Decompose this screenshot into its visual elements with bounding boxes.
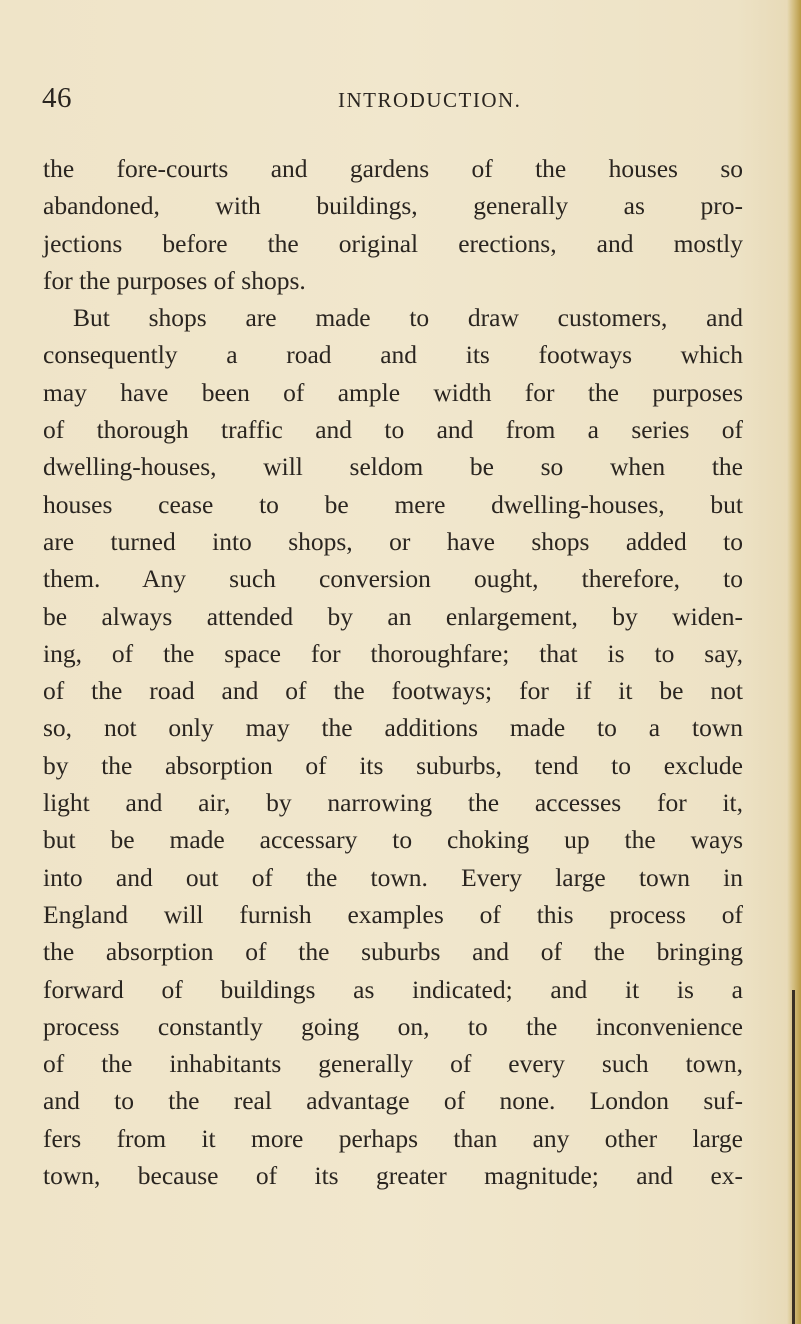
body-text	[43, 150, 743, 1194]
text-line: the fore-courts and gardens of the houses so	[43, 154, 743, 183]
text-line: by the absorption of its suburbs, tend to exclude	[43, 750, 743, 780]
text-line: may have been of ample width for the purposes	[43, 377, 743, 407]
text-line: so, not only may the additions made to a town	[43, 713, 743, 743]
text-line: forward of buildings as indicated; and it is a	[43, 974, 743, 1004]
text-line: are turned into shops, or have shops added to	[43, 526, 743, 556]
text-line: But shops are made to draw customers, and	[73, 303, 743, 333]
text-line: ing, of the space for thoroughfare; that is to say,	[43, 638, 743, 668]
text-line: of the inhabitants generally of every such town,	[43, 1049, 743, 1079]
running-head	[0, 82, 801, 122]
text-line: the absorption of the suburbs and of the bringing	[43, 937, 743, 967]
text-line: but be made accessary to choking up the ways	[43, 825, 743, 855]
text-line: houses cease to be mere dwelling-houses, but	[43, 489, 743, 519]
text-line: jections before the original erections, and mostly	[43, 228, 743, 258]
text-line: consequently a road and its footways which	[43, 340, 743, 370]
page-edge-line	[792, 990, 795, 1324]
text-line: into and out of the town. Every large town in	[43, 862, 743, 892]
text-line: fers from it more perhaps than any other large	[43, 1123, 743, 1153]
text-line: them. Any such conversion ought, therefore, to	[43, 564, 743, 594]
text-line: light and air, by narrowing the accesses for it,	[43, 788, 743, 818]
page-number: 46	[42, 82, 72, 114]
text-line: town, because of its greater magnitude; and ex-	[43, 1161, 743, 1191]
text-line: of thorough traffic and to and from a series of	[43, 415, 743, 445]
text-line: of the road and of the footways; for if it be not	[43, 676, 743, 706]
text-line: dwelling-houses, will seldom be so when the	[43, 452, 743, 482]
text-line: and to the real advantage of none. London suf-	[43, 1086, 743, 1116]
text-line: England will furnish examples of this process of	[43, 899, 743, 929]
text-line: abandoned, with buildings, generally as pro-	[43, 191, 743, 221]
text-line: for the purposes of shops.	[43, 265, 306, 295]
running-head-title: INTRODUCTION.	[338, 88, 522, 112]
text-line: process constantly going on, to the inconvenience	[43, 1011, 743, 1041]
text-line: be always attended by an enlargement, by widen-	[43, 601, 743, 631]
